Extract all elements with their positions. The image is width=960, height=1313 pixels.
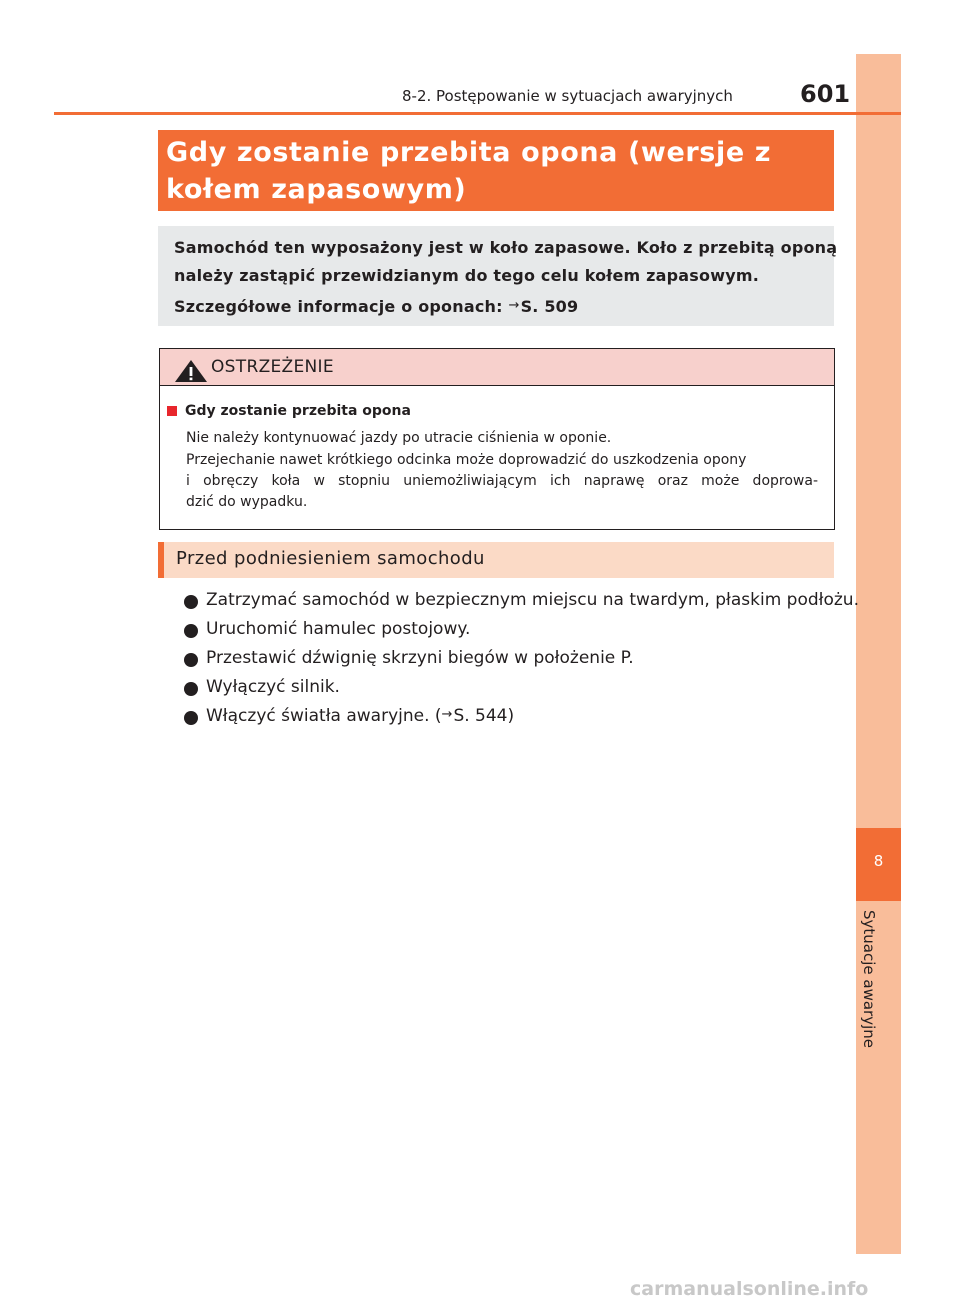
warning-triangle-icon xyxy=(174,359,208,383)
warning-subheading: Gdy zostanie przebita opona xyxy=(185,403,411,419)
chapter-label: Sytuacje awaryjne xyxy=(860,910,878,1048)
watermark: carmanualsonline.info xyxy=(630,1278,869,1300)
warning-line-3: i obręczy koła w stopniu uniemożliwiającym ich naprawę oraz może doprowa- xyxy=(186,473,818,489)
list-item-text: Uruchomić hamulec postojowy. xyxy=(206,619,471,639)
warning-title: OSTRZEŻENIE xyxy=(211,357,334,377)
list-item-text-prefix: Włączyć światła awaryjne. ( xyxy=(206,706,442,726)
list-item-text: Wyłączyć silnik. xyxy=(206,677,340,697)
bullet-icon xyxy=(184,595,198,609)
intro-line-3-text: Szczegółowe informacje o oponach: xyxy=(174,297,509,316)
section-accent-bar xyxy=(158,542,164,578)
header-section-title: 8-2. Postępowanie w sytuacjach awaryjnych xyxy=(402,87,733,105)
warning-line-2: Przejechanie nawet krótkiego odcinka może doprowadzić do uszkodzenia opony xyxy=(186,452,747,468)
warning-bullet-square-icon xyxy=(167,406,177,416)
arrow-right-icon: → xyxy=(508,298,520,313)
intro-line-1: Samochód ten wyposażony jest w koło zapasowe. Koło z przebitą oponą xyxy=(174,238,838,257)
page-reference-link[interactable]: S. 544) xyxy=(453,706,515,726)
intro-line-3 xyxy=(174,297,578,316)
intro-line-2: należy zastąpić przewidzianym do tego celu kołem zapasowym. xyxy=(174,266,759,285)
chapter-side-strip xyxy=(856,54,901,1254)
list-item-text: Zatrzymać samochód w bezpiecznym miejscu na twardym, płaskim podłożu. xyxy=(206,590,859,610)
bullet-icon xyxy=(184,711,198,725)
header-divider xyxy=(54,112,901,115)
warning-line-4: dzić do wypadku. xyxy=(186,494,308,510)
chapter-number: 8 xyxy=(873,852,884,870)
warning-line-1: Nie należy kontynuować jazdy po utracie ciśnienia w oponie. xyxy=(186,430,612,446)
arrow-right-icon: → xyxy=(441,707,453,722)
page-number: 601 xyxy=(800,80,851,108)
page-title: Gdy zostanie przebita opona (wersje z kołem zapasowym) xyxy=(166,137,772,205)
bullet-icon xyxy=(184,653,198,667)
page-reference-link[interactable]: S. 509 xyxy=(520,297,579,316)
bullet-icon xyxy=(184,624,198,638)
list-item-text: Przestawić dźwignię skrzyni biegów w położenie P. xyxy=(206,648,634,668)
section-title: Przed podniesieniem samochodu xyxy=(176,548,485,569)
list-item-text xyxy=(206,706,514,726)
bullet-icon xyxy=(184,682,198,696)
